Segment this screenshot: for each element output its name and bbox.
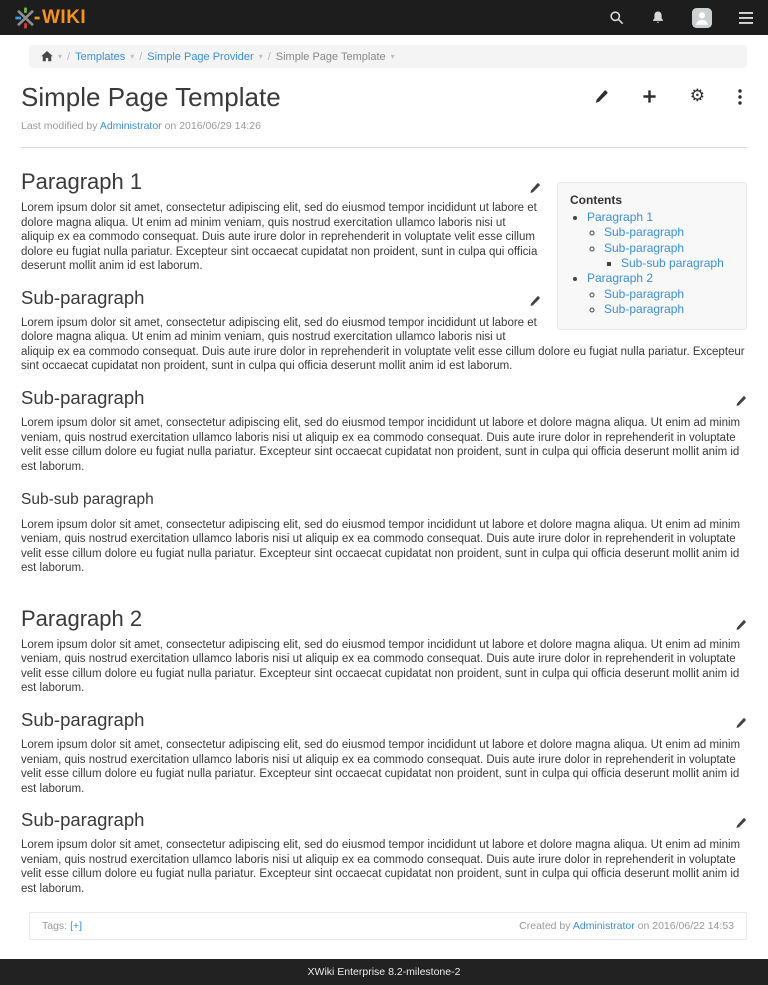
section-heading	[21, 606, 747, 631]
version-text: XWiki Enterprise 8.2-milestone-2	[307, 966, 461, 979]
main-content	[0, 83, 768, 940]
toc-list	[570, 210, 734, 317]
section-paragraph: Lorem ipsum dolor sit amet, consectetur adipiscing elit, sed do eiusmod tempor incididunt ut labore et dolore magna aliqua. Ut enim ad minim veniam, quis nostrud exercitation ullamco laboris nisi ut aliquip ex ea commodo consequat. Duis aute irure dolor in reprehenderit in voluptate velit esse cillum dolore eu fugiat nulla pariatur. Excepteur sint occaecat cupidatat non proident, sunt in culpa qui officia deserunt mollit anim id est laborum.	[21, 839, 741, 895]
section-paragraph: Lorem ipsum dolor sit amet, consectetur adipiscing elit, sed do eiusmod tempor incididunt ut labore et dolore magna aliqua. Ut enim ad minim veniam, quis nostrud exercitation ullamco laboris nisi ut aliquip ex ea commodo consequat. Duis aute irure dolor in reprehenderit in voluptate velit esse cillum dolore eu fugiat nulla pariatur. Excepteur sint occaecat cupidatat non proident, sunt in culpa qui officia deserunt mollit anim id est laborum.	[21, 202, 538, 273]
toc-link[interactable]: Sub-paragraph	[604, 286, 685, 301]
section-heading-text: Paragraph 1	[21, 168, 143, 194]
section-paragraph: Lorem ipsum dolor sit amet, consectetur adipiscing elit, sed do eiusmod tempor incididunt ut labore et dolore magna aliqua. Ut enim ad minim veniam, quis nostrud exercitation ullamco laboris nisi ut aliquip ex ea commodo consequat. Duis aute irure dolor in reprehenderit in voluptate velit esse cillum dolore eu fugiat nulla pariatur. Excepteur sint occaecat cupidatat non proident, sunt in culpa qui officia deserunt mollit anim id est laborum.	[21, 316, 745, 373]
toc-title: Contents	[570, 192, 622, 207]
document-body	[21, 169, 747, 896]
section-paragraph: Lorem ipsum dolor sit amet, consectetur adipiscing elit, sed do eiusmod tempor incididunt ut labore et dolore magna aliqua. Ut enim ad minim veniam, quis nostrud exercitation ullamco laboris nisi ut aliquip ex ea commodo consequat. Duis aute irure dolor in reprehenderit in voluptate velit esse cillum dolore eu fugiat nulla pariatur. Excepteur sint occaecat cupidatat non proident, sunt in culpa qui officia deserunt mollit anim id est laborum.	[21, 739, 741, 795]
chevron-down-icon[interactable]: ▾	[130, 51, 135, 61]
more-actions-button[interactable]	[738, 89, 742, 105]
breadcrumb	[29, 45, 747, 68]
navbar-icons	[609, 8, 753, 28]
page-title: Simple Page Template	[21, 82, 281, 112]
toc-item	[621, 256, 734, 270]
xwiki-logo[interactable]	[15, 7, 86, 29]
section-edit-pencil-icon[interactable]	[735, 712, 747, 734]
chevron-down-icon[interactable]: ▾	[258, 51, 263, 61]
chevron-down-icon[interactable]: ▾	[58, 51, 63, 61]
section-heading	[21, 387, 747, 409]
breadcrumb-separator: /	[267, 50, 271, 63]
created-prefix: Created by	[519, 920, 571, 933]
section-paragraph: Lorem ipsum dolor sit amet, consectetur adipiscing elit, sed do eiusmod tempor incididunt ut labore et dolore magna aliqua. Ut enim ad minim veniam, quis nostrud exercitation ullamco laboris nisi ut aliquip ex ea commodo consequat. Duis aute irure dolor in reprehenderit in voluptate velit esse cillum dolore eu fugiat nulla pariatur. Excepteur sint occaecat cupidatat non proident, sunt in culpa qui officia deserunt mollit anim id est laborum.	[21, 518, 741, 575]
avatar-icon[interactable]	[692, 8, 712, 28]
bell-icon[interactable]	[651, 10, 665, 25]
breadcrumb-separator: /	[139, 50, 143, 63]
toc-item	[604, 302, 734, 316]
section-heading-text: Sub-paragraph	[21, 708, 145, 730]
toc-item	[604, 287, 734, 301]
toc-item	[604, 241, 734, 271]
section-paragraph: Lorem ipsum dolor sit amet, consectetur adipiscing elit, sed do eiusmod tempor incididunt ut labore et dolore magna aliqua. Ut enim ad minim veniam, quis nostrud exercitation ullamco laboris nisi ut aliquip ex ea commodo consequat. Duis aute irure dolor in reprehenderit in voluptate velit esse cillum dolore eu fugiat nulla pariatur. Excepteur sint occaecat cupidatat non proident, sunt in culpa qui officia deserunt mollit anim id est laborum.	[21, 638, 741, 695]
toc-item	[604, 225, 734, 239]
version-footer	[0, 959, 768, 985]
section-heading-text: Sub-sub paragraph	[21, 491, 154, 509]
tags-label: Tags:	[42, 920, 68, 933]
section-edit-pencil-icon[interactable]	[529, 174, 541, 199]
edit-button[interactable]	[594, 89, 609, 104]
create-button[interactable]	[642, 89, 657, 104]
created-user-link[interactable]: Administrator	[572, 920, 635, 933]
section-paragraph: Lorem ipsum dolor sit amet, consectetur adipiscing elit, sed do eiusmod tempor incididunt ut labore et dolore magna aliqua. Ut enim ad minim veniam, quis nostrud exercitation ullamco laboris nisi ut aliquip ex ea commodo consequat. Duis aute irure dolor in reprehenderit in voluptate velit esse cillum dolore eu fugiat nulla pariatur. Excepteur sint occaecat cupidatat non proident, sunt in culpa qui officia deserunt mollit anim id est laborum.	[21, 417, 741, 473]
breadcrumb-link[interactable]: Simple Page Provider	[147, 50, 254, 63]
administer-button[interactable]	[690, 88, 705, 105]
breadcrumb-link[interactable]: Templates	[75, 50, 126, 63]
gear-icon: ⚙	[689, 86, 705, 106]
menu-icon[interactable]	[739, 12, 753, 24]
breadcrumb-separator: /	[67, 50, 71, 63]
search-icon[interactable]	[609, 10, 624, 25]
created-info	[519, 920, 734, 932]
page-header	[21, 83, 747, 113]
section-heading	[21, 709, 747, 731]
section-edit-pencil-icon[interactable]	[735, 812, 747, 834]
top-navbar	[0, 0, 768, 35]
document-info-bar	[29, 912, 747, 940]
section-edit-pencil-icon[interactable]	[529, 290, 541, 312]
toc-link[interactable]: Sub-sub paragraph	[621, 256, 724, 271]
section-edit-pencil-icon[interactable]	[735, 611, 747, 636]
breadcrumb-current: Simple Page Template	[275, 50, 386, 63]
created-suffix: on 2016/06/22 14:53	[637, 920, 734, 933]
toc-item	[587, 271, 734, 316]
section-heading	[21, 809, 747, 831]
add-tag-button[interactable]: [+]	[70, 920, 83, 933]
section-heading-text: Sub-paragraph	[21, 809, 145, 831]
section-heading-text: Sub-paragraph	[21, 386, 145, 408]
page-actions	[594, 88, 747, 105]
xwiki-logo-text: WIKI	[42, 7, 87, 28]
plus-icon	[642, 89, 657, 104]
table-of-contents-panel	[557, 182, 747, 330]
toc-link[interactable]: Paragraph 2	[587, 271, 654, 286]
title-divider	[21, 147, 747, 148]
toc-link[interactable]: Sub-paragraph	[604, 302, 685, 317]
modified-suffix: on 2016/06/29 14:26	[164, 119, 261, 132]
toc-link[interactable]: Sub-paragraph	[604, 240, 685, 255]
section-heading-text: Paragraph 2	[21, 605, 143, 631]
kebab-icon	[738, 89, 742, 105]
home-icon[interactable]	[41, 51, 53, 62]
last-modified	[21, 120, 747, 132]
section-heading-text: Sub-paragraph	[21, 286, 145, 308]
pencil-icon	[594, 89, 609, 104]
toc-link[interactable]: Sub-paragraph	[604, 225, 685, 240]
modified-prefix: Last modified by	[21, 119, 98, 132]
section-edit-pencil-icon[interactable]	[735, 390, 747, 412]
xwiki-logo-x-icon	[15, 7, 40, 29]
section-heading	[21, 491, 747, 510]
toc-item	[587, 210, 734, 271]
modified-user-link[interactable]: Administrator	[99, 119, 162, 132]
chevron-down-icon[interactable]: ▾	[390, 51, 395, 61]
toc-link[interactable]: Paragraph 1	[587, 209, 654, 224]
